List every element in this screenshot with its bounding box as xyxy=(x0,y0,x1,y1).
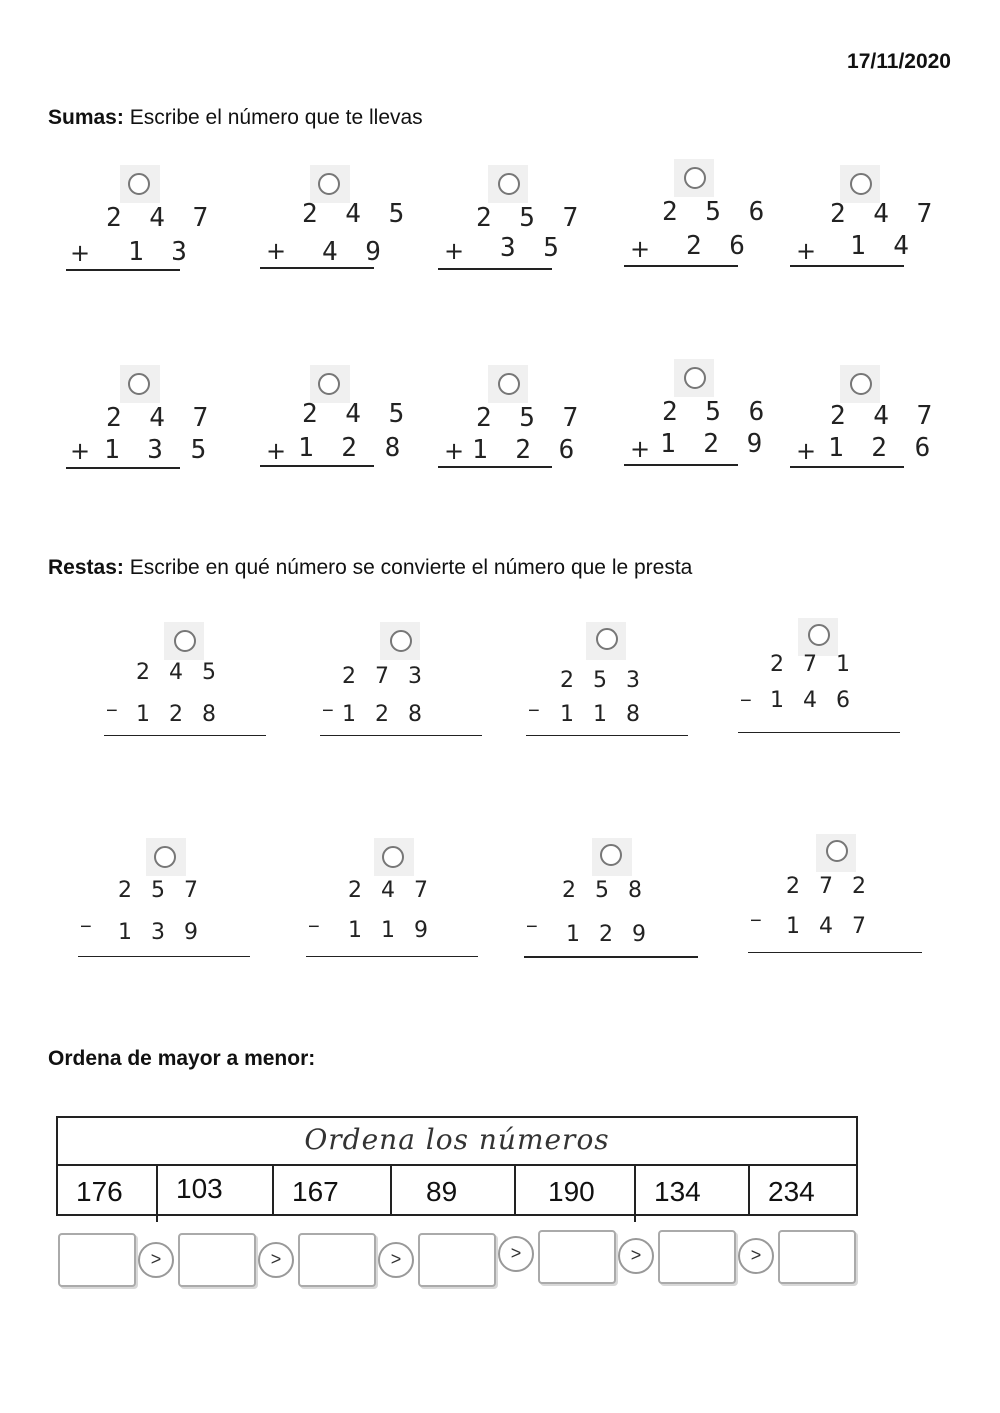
subtractions-heading-instruction: Escribe en qué número se convierte el número que le presta xyxy=(123,556,693,579)
addend-top: 2 4 7 xyxy=(106,203,215,233)
sum-line xyxy=(66,269,180,271)
plus-sign: + xyxy=(796,437,817,465)
addend-bottom: 1 2 8 xyxy=(298,433,407,463)
addend-top: 2 4 5 xyxy=(302,399,411,429)
minuend: 245 xyxy=(136,660,235,685)
addend-bottom: 1 2 9 xyxy=(660,429,769,459)
minuend: 272 xyxy=(786,874,885,899)
borrow-circle[interactable] xyxy=(174,630,196,652)
subtraction-problem xyxy=(522,622,692,752)
minus-sign: − xyxy=(528,700,540,722)
subtraction-problem xyxy=(522,838,702,968)
addition-problem xyxy=(436,165,585,295)
minus-sign: − xyxy=(308,916,320,938)
addend-top: 2 4 5 xyxy=(302,199,411,229)
number-cell: 103 xyxy=(176,1173,223,1204)
minus-sign: − xyxy=(740,690,752,712)
difference-line xyxy=(738,732,900,733)
difference-line xyxy=(78,956,250,957)
carry-circle[interactable] xyxy=(850,173,872,195)
addend-bottom: 2 6 xyxy=(686,231,751,261)
addend-bottom: 1 2 6 xyxy=(472,435,581,465)
subtrahend: 118 xyxy=(560,702,659,727)
plus-sign: + xyxy=(70,239,91,267)
addend-bottom: 1 3 xyxy=(128,237,193,267)
answer-box[interactable] xyxy=(658,1230,736,1284)
addend-bottom: 1 4 xyxy=(850,231,915,261)
sum-line xyxy=(260,465,374,467)
addend-top: 2 4 7 xyxy=(106,403,215,433)
borrow-circle[interactable] xyxy=(154,846,176,868)
number-cell: 176 xyxy=(76,1176,123,1207)
borrow-circle[interactable] xyxy=(826,840,848,862)
order-heading: Ordena de mayor a menor: xyxy=(48,1047,316,1070)
minus-sign: − xyxy=(106,700,118,722)
carry-circle[interactable] xyxy=(498,373,520,395)
addition-problem xyxy=(436,365,585,495)
answer-box[interactable] xyxy=(178,1233,256,1287)
borrow-circle[interactable] xyxy=(808,624,830,646)
subtractions-row-2 xyxy=(0,838,1000,963)
difference-line xyxy=(524,956,698,958)
subtraction-problem xyxy=(304,838,484,968)
subtractions-heading-label: Restas: xyxy=(48,556,124,579)
sums-heading xyxy=(48,106,423,130)
subtraction-problem xyxy=(316,622,486,752)
minuend: 273 xyxy=(342,664,441,689)
borrow-circle[interactable] xyxy=(382,846,404,868)
subtrahend: 119 xyxy=(348,918,447,943)
plus-sign: + xyxy=(796,237,817,265)
difference-line xyxy=(748,952,922,953)
addend-top: 2 5 7 xyxy=(476,203,585,233)
addition-problem xyxy=(788,365,939,495)
subtrahend: 128 xyxy=(342,702,441,727)
plus-sign: + xyxy=(70,437,91,465)
order-table xyxy=(56,1116,858,1216)
sums-row-2 xyxy=(0,365,1000,495)
minus-sign: − xyxy=(322,700,334,722)
sum-line xyxy=(438,268,552,270)
borrow-circle[interactable] xyxy=(390,630,412,652)
sum-line xyxy=(624,265,738,267)
minus-sign: − xyxy=(526,916,538,938)
greater-than-sign: > xyxy=(138,1242,174,1278)
number-cell: 167 xyxy=(292,1176,339,1207)
minuend: 258 xyxy=(562,878,661,903)
carry-circle[interactable] xyxy=(128,373,150,395)
borrow-circle[interactable] xyxy=(596,628,618,650)
number-cell: 134 xyxy=(654,1176,701,1207)
sum-line xyxy=(790,265,904,267)
plus-sign: + xyxy=(444,437,465,465)
subtraction-problem xyxy=(76,838,256,968)
subtrahend: 146 xyxy=(770,688,869,713)
minus-sign: − xyxy=(750,910,762,932)
plus-sign: + xyxy=(266,437,287,465)
sums-heading-instruction: Escribe el número que te llevas xyxy=(123,106,423,129)
number-cell: 190 xyxy=(548,1176,595,1207)
sum-line xyxy=(790,466,904,468)
greater-than-sign: > xyxy=(258,1242,294,1278)
plus-sign: + xyxy=(630,235,651,263)
sum-line xyxy=(438,466,552,468)
carry-circle[interactable] xyxy=(850,373,872,395)
addend-top: 2 5 7 xyxy=(476,403,585,433)
carry-circle[interactable] xyxy=(128,173,150,195)
subtrahend: 128 xyxy=(136,702,235,727)
difference-line xyxy=(320,735,482,736)
borrow-circle[interactable] xyxy=(600,844,622,866)
numbers-row xyxy=(58,1166,856,1216)
subtraction-problem xyxy=(100,622,270,752)
subtractions-heading xyxy=(48,556,692,580)
sum-line xyxy=(66,467,180,469)
addition-problem xyxy=(258,365,411,495)
difference-line xyxy=(526,735,688,736)
difference-line xyxy=(104,735,266,736)
plus-sign: + xyxy=(444,237,465,265)
greater-than-sign: > xyxy=(738,1238,774,1274)
addition-problem xyxy=(622,165,771,295)
subtraction-problem xyxy=(746,838,926,968)
subtrahend: 129 xyxy=(566,922,665,947)
carry-circle[interactable] xyxy=(318,173,340,195)
answer-box[interactable] xyxy=(58,1233,136,1287)
minus-sign: − xyxy=(80,916,92,938)
carry-circle[interactable] xyxy=(684,367,706,389)
difference-line xyxy=(306,956,478,957)
addition-problem xyxy=(788,165,939,295)
addend-bottom: 4 9 xyxy=(322,237,387,267)
carry-circle[interactable] xyxy=(684,167,706,189)
addition-problem xyxy=(258,165,411,295)
date: 17/11/2020 xyxy=(847,50,951,73)
addition-problem xyxy=(60,365,215,495)
greater-than-sign: > xyxy=(378,1242,414,1278)
number-cell: 89 xyxy=(426,1176,458,1207)
addend-bottom: 1 3 5 xyxy=(104,435,213,465)
addend-top: 2 5 6 xyxy=(662,397,771,427)
minuend: 271 xyxy=(770,652,869,677)
addition-problem xyxy=(622,365,771,495)
addend-top: 2 4 7 xyxy=(830,401,939,431)
sum-line xyxy=(260,267,374,269)
greater-than-sign: > xyxy=(618,1238,654,1274)
subtraction-problem xyxy=(734,622,904,752)
order-table-title: Ordena los números xyxy=(58,1118,856,1166)
carry-circle[interactable] xyxy=(498,173,520,195)
answer-box[interactable] xyxy=(298,1233,376,1287)
answer-box[interactable] xyxy=(418,1233,496,1287)
minuend: 247 xyxy=(348,878,447,903)
number-cell: 234 xyxy=(768,1176,815,1207)
sum-line xyxy=(624,464,738,466)
addition-problem xyxy=(60,165,215,295)
greater-than-sign: > xyxy=(498,1236,534,1272)
plus-sign: + xyxy=(266,237,287,265)
subtrahend: 147 xyxy=(786,914,885,939)
answer-box[interactable] xyxy=(538,1230,616,1284)
subtractions-row-1 xyxy=(0,622,1000,742)
answer-box[interactable] xyxy=(778,1230,856,1284)
minuend: 257 xyxy=(118,878,217,903)
addend-top: 2 5 6 xyxy=(662,197,771,227)
sums-row-1 xyxy=(0,165,1000,295)
minuend: 253 xyxy=(560,668,659,693)
subtrahend: 139 xyxy=(118,920,217,945)
addend-top: 2 4 7 xyxy=(830,199,939,229)
addend-bottom: 3 5 xyxy=(500,233,565,263)
sums-heading-label: Sumas: xyxy=(48,106,124,129)
plus-sign: + xyxy=(630,435,651,463)
addend-bottom: 1 2 6 xyxy=(828,433,937,463)
carry-circle[interactable] xyxy=(318,373,340,395)
